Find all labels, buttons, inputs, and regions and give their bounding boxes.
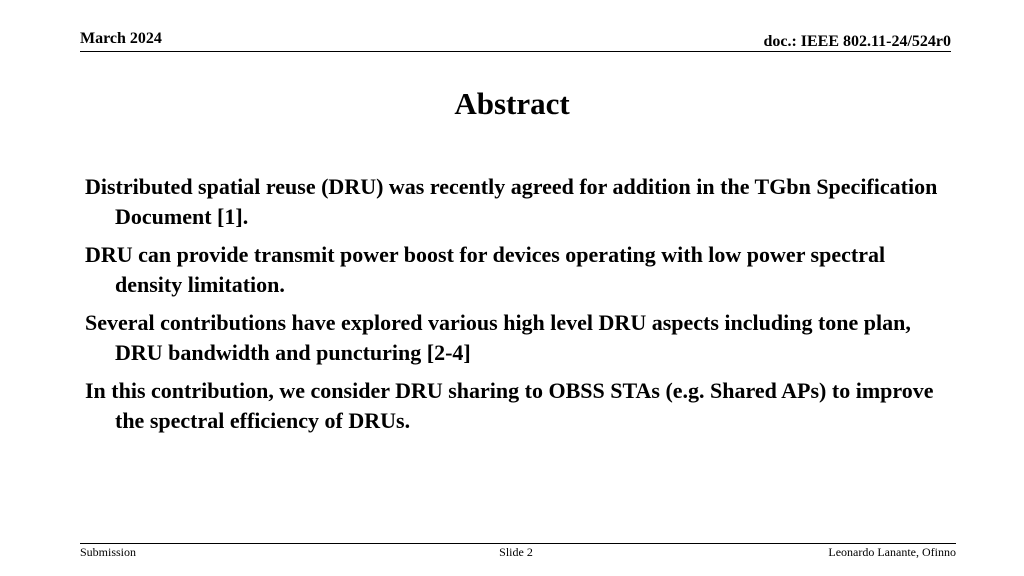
header-doc-id: doc.: IEEE 802.11-24/524r0: [763, 33, 951, 50]
bullet-item: In this contribution, we consider DRU sharing to OBSS STAs (e.g. Shared APs) to improve the spectral efficiency of DRUs.: [85, 378, 934, 433]
footer-divider: [80, 543, 956, 544]
bullet-item: DRU can provide transmit power boost for devices operating with low power spectral density limitation.: [85, 242, 886, 297]
header-date: March 2024: [80, 30, 162, 47]
footer-slide-number: Slide 2: [499, 545, 533, 559]
bullet-item: Several contributions have explored various high level DRU aspects including tone plan, DRU bandwidth and puncturing [2-4]: [85, 310, 911, 365]
slide-title: Abstract: [454, 86, 570, 121]
footer-author: Leonardo Lanante, Ofinno: [828, 545, 956, 559]
header-divider: [80, 51, 951, 52]
bullet-item: Distributed spatial reuse (DRU) was recently agreed for addition in the TGbn Specification Document [1].: [85, 174, 938, 229]
bullet-list: [85, 172, 945, 444]
footer-submission: Submission: [80, 545, 137, 559]
